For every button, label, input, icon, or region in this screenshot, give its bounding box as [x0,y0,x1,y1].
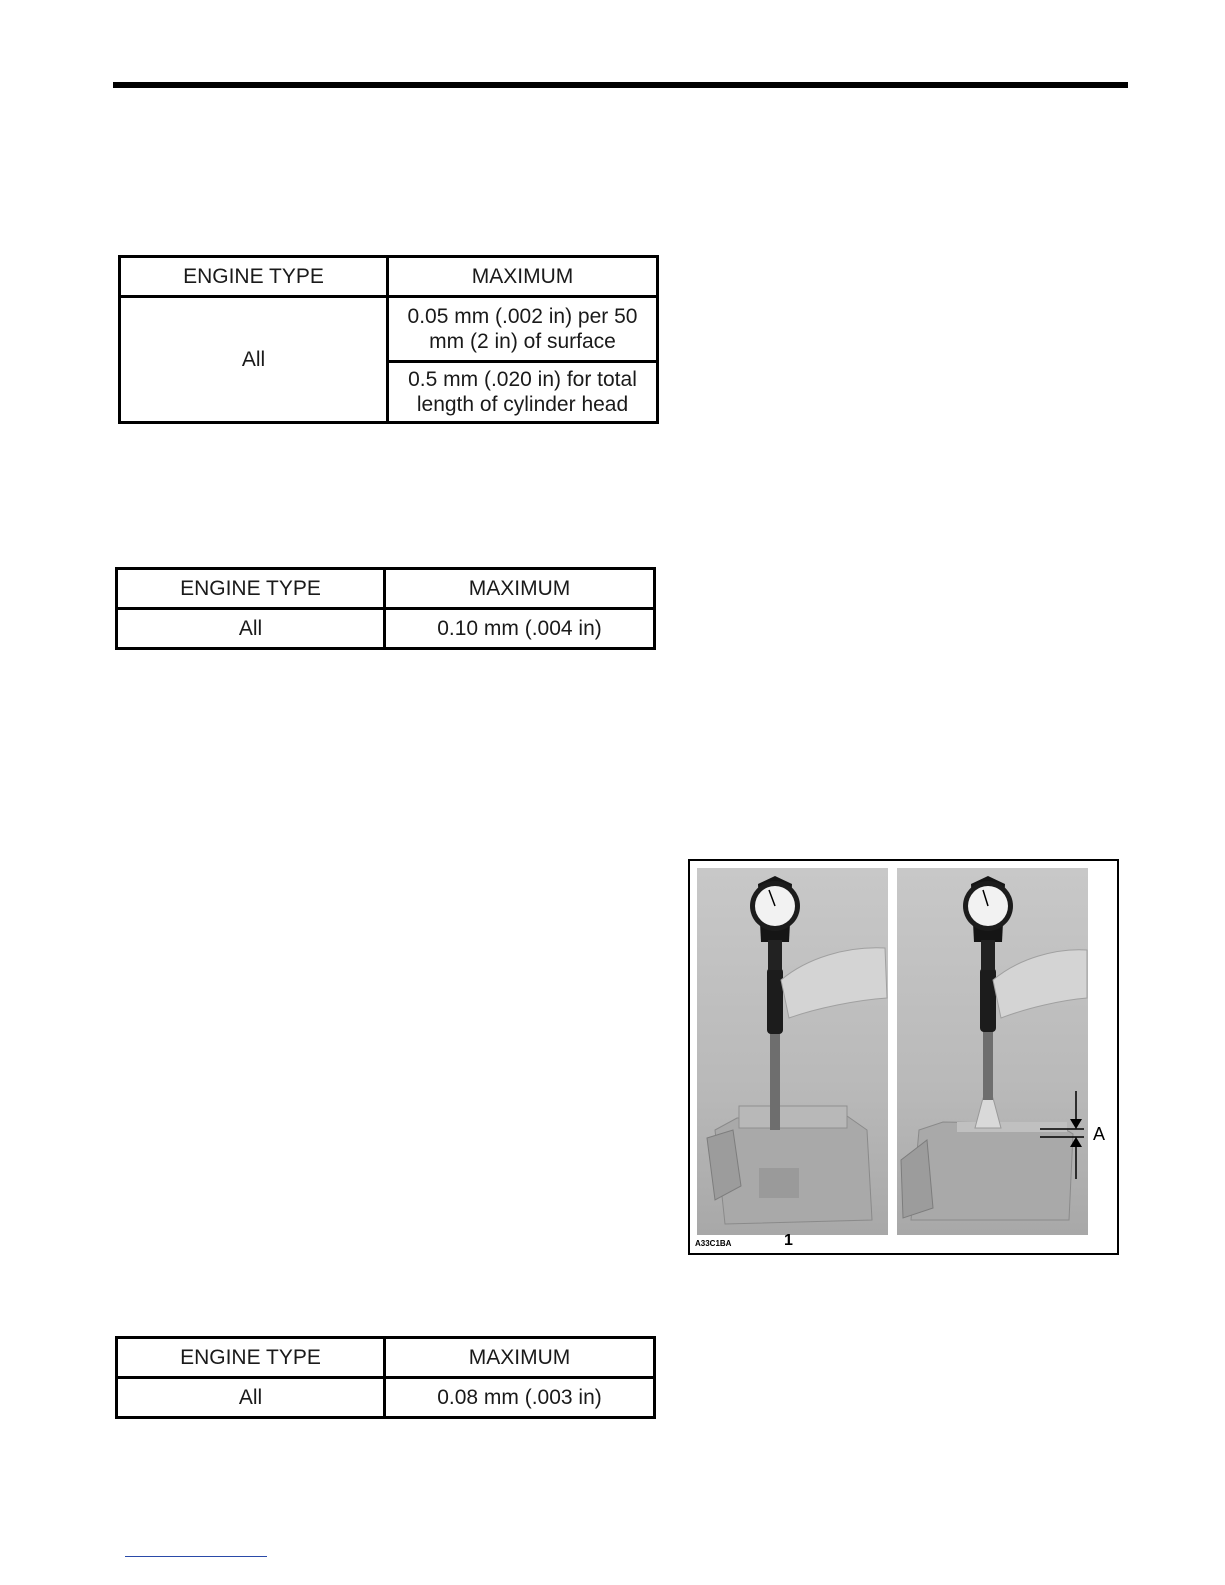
callout-label: A [1093,1124,1106,1144]
maximum-value: 0.05 mm (.002 in) per 50 mm (2 in) of surface [388,297,658,362]
bore-gauge-figure [688,859,1119,1255]
spec-table [115,567,656,650]
figure-code: A33C1BA [695,1239,732,1248]
header-maximum: MAXIMUM [385,1338,655,1378]
footer-link-underline [125,1556,267,1557]
bore-gauge-photo [697,868,888,1235]
flatness-spec-table [118,255,659,424]
maximum-value: 0.08 mm (.003 in) [385,1378,655,1418]
engine-type-value: All [117,609,385,649]
header-engine-type: ENGINE TYPE [117,569,385,609]
header-maximum: MAXIMUM [388,257,658,297]
header-engine-type: ENGINE TYPE [120,257,388,297]
engine-type-value: All [120,297,388,423]
engine-type-value: All [117,1378,385,1418]
spec-table [115,1336,656,1419]
top-rule [113,82,1128,88]
header-engine-type: ENGINE TYPE [117,1338,385,1378]
maximum-value: 0.5 mm (.020 in) for total length of cylinder head [388,362,658,423]
figure-number: 1 [784,1232,793,1249]
header-maximum: MAXIMUM [385,569,655,609]
maximum-value: 0.10 mm (.004 in) [385,609,655,649]
dimension-arrow-icon [1040,1091,1100,1181]
